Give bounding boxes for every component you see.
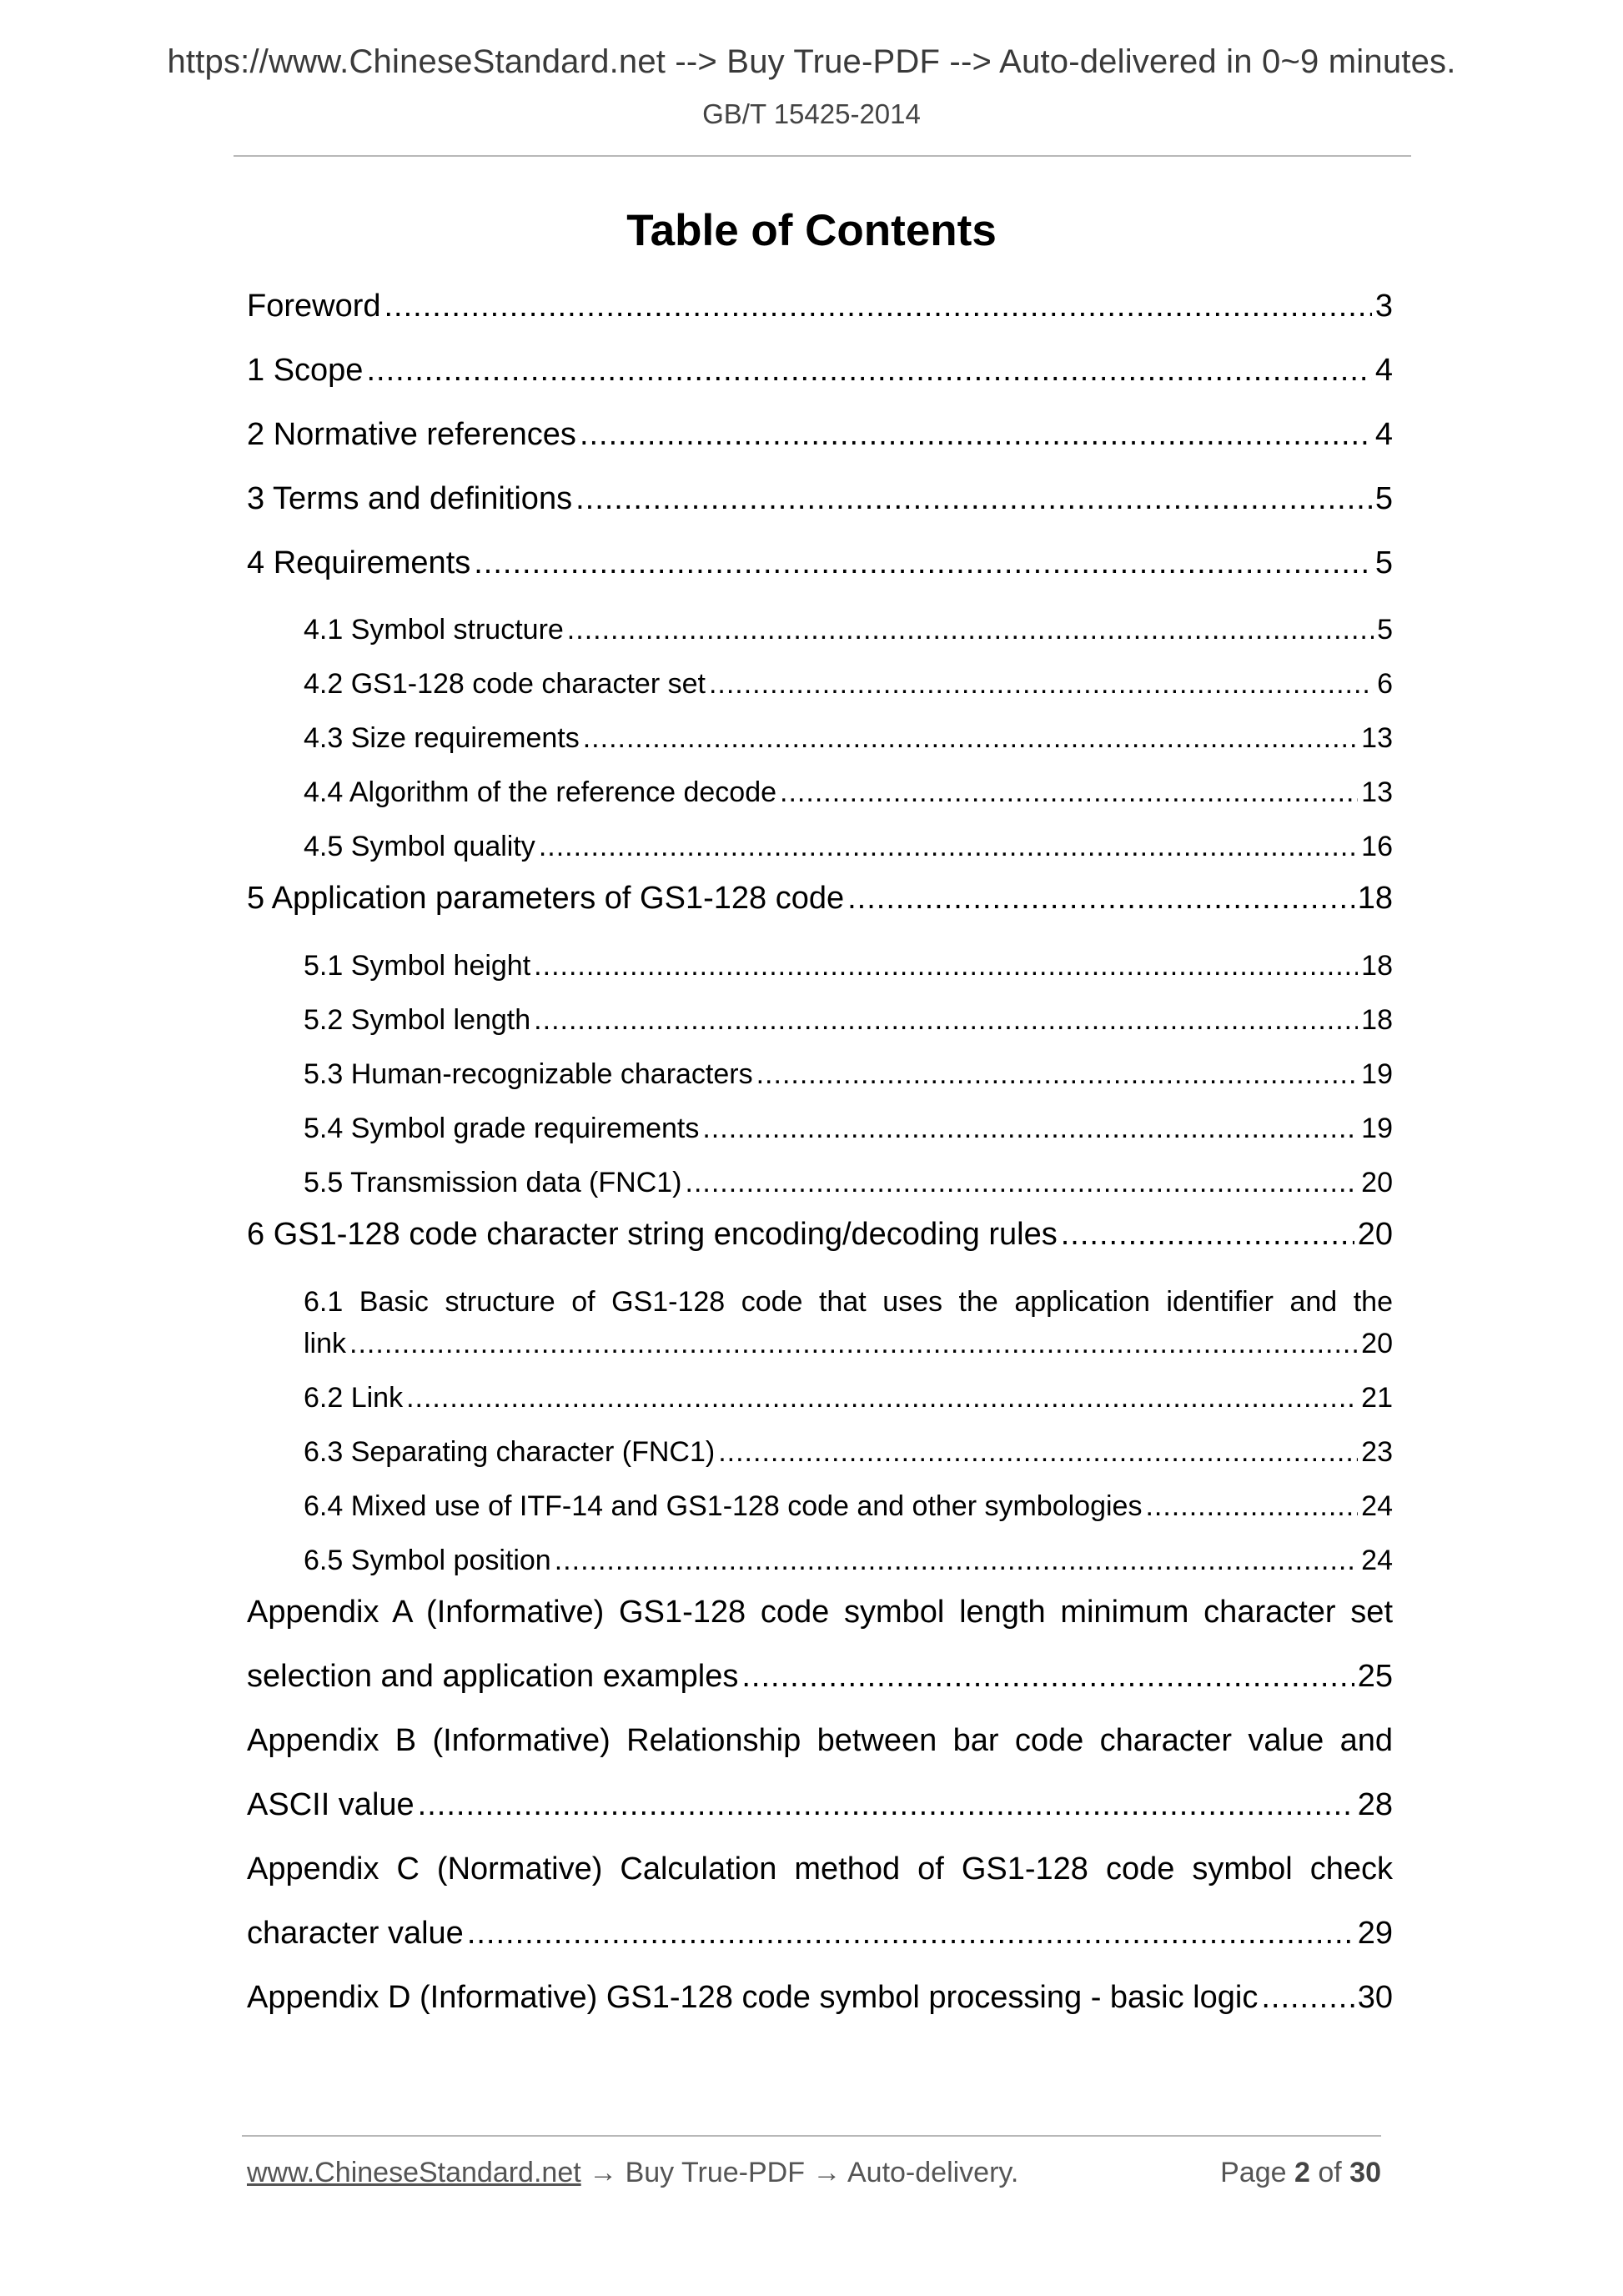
leader-dots: [686, 1167, 1359, 1199]
toc-page-number: 28: [1357, 1787, 1393, 1822]
toc-page-number: 4: [1374, 417, 1393, 452]
toc-entry-appendix-c-line1[interactable]: Appendix C (Normative) Calculation method of GS1-128 code symbol check: [247, 1851, 1393, 1887]
toc-entry-label: 6.3 Separating character (FNC1): [304, 1436, 716, 1468]
leader-dots: [366, 353, 1371, 389]
leader-dots: [702, 1113, 1358, 1145]
toc-entry-label: 4.3 Size requirements: [304, 722, 580, 754]
toc-entry-label: 2 Normative references: [247, 417, 576, 452]
toc-page-number: 24: [1361, 1490, 1393, 1522]
toc-entry-label: 4.5 Symbol quality: [304, 831, 535, 862]
toc-entry-label: 5.5 Transmission data (FNC1): [304, 1167, 682, 1198]
leader-dots: [418, 1787, 1354, 1823]
toc-entry-5-2[interactable]: [304, 1004, 1393, 1037]
toc-entry-appendix-b-line1[interactable]: Appendix B (Informative) Relationship between bar code character value and: [247, 1723, 1393, 1758]
toc-page-number: 20: [1361, 1167, 1393, 1198]
toc-entry-label: 5.1 Symbol height: [304, 950, 531, 982]
leader-dots: [847, 881, 1354, 917]
toc-page-number: 25: [1357, 1659, 1393, 1694]
toc-entry-label: 6.5 Symbol position: [304, 1545, 551, 1576]
toc-entry-label: selection and application examples: [247, 1659, 739, 1694]
toc-page-number: 3: [1374, 289, 1393, 324]
toc-entry-4-1[interactable]: [304, 614, 1393, 646]
leader-dots: [575, 481, 1372, 517]
document-code: GB/T 15425-2014: [702, 98, 921, 129]
toc-entry-label: Foreword: [247, 289, 381, 324]
toc-page-number: 4: [1374, 353, 1393, 388]
toc-entry-label: 4.4 Algorithm of the reference decode: [304, 776, 777, 808]
toc-entry-appendix-b[interactable]: [247, 1787, 1393, 1823]
toc-entry-normative-references[interactable]: [247, 417, 1393, 453]
leader-dots: [580, 417, 1372, 453]
toc-entry-4-5[interactable]: [304, 831, 1393, 863]
footer-tagline: → Buy True-PDF → Auto-delivery.: [580, 2157, 1019, 2188]
toc-entry-label: character value: [247, 1916, 464, 1951]
toc-entry-label: 5 Application parameters of GS1-128 code: [247, 881, 845, 916]
toc-entry-label: 4.1 Symbol structure: [304, 614, 564, 646]
toc-entry-label: link: [304, 1328, 347, 1359]
leader-dots: [567, 614, 1374, 646]
toc-entry-6-4[interactable]: [304, 1490, 1393, 1523]
toc-entry-5-1[interactable]: [304, 950, 1393, 982]
toc-entry-appendix-c[interactable]: [247, 1916, 1393, 1952]
toc-page-number: 6: [1377, 668, 1393, 700]
toc-page-number: 29: [1357, 1916, 1393, 1951]
toc-entry-label: Appendix D (Informative) GS1-128 code symbol processing - basic logic: [247, 1980, 1259, 2015]
toc-page-number: 5: [1377, 614, 1393, 646]
toc-entry-label: 6 GS1-128 code character string encoding/decoding rules: [247, 1217, 1058, 1252]
leader-dots: [467, 1916, 1354, 1952]
toc-entry-appendix-d[interactable]: [247, 1980, 1393, 2016]
page-of: of: [1309, 2157, 1350, 2188]
toc-entry-5-5[interactable]: [304, 1167, 1393, 1199]
toc-entry-label: 4 Requirements: [247, 545, 471, 580]
leader-dots: [539, 831, 1358, 863]
leader-dots: [534, 950, 1358, 982]
toc-page-number: 5: [1374, 481, 1393, 516]
toc-entry-foreword[interactable]: [247, 289, 1393, 324]
leader-dots: [1145, 1490, 1358, 1523]
toc-entry-requirements[interactable]: [247, 545, 1393, 581]
toc-page-number: 13: [1361, 776, 1393, 808]
toc-entry-application-parameters[interactable]: [247, 881, 1393, 917]
leader-dots: [384, 289, 1372, 324]
toc-entry-terms-definitions[interactable]: [247, 481, 1393, 517]
page-prefix: Page: [1220, 2157, 1294, 2188]
leader-dots: [534, 1004, 1358, 1037]
toc-entry-4-2[interactable]: [304, 668, 1393, 701]
toc-entry-label: 1 Scope: [247, 353, 364, 388]
toc-page-number: 19: [1361, 1113, 1393, 1144]
page-current: 2: [1294, 2157, 1310, 2188]
toc-page-number: 21: [1361, 1382, 1393, 1414]
toc-page-number: 30: [1357, 1980, 1393, 2015]
toc-page-number: 23: [1361, 1436, 1393, 1468]
toc-page-number: 19: [1361, 1058, 1393, 1090]
toc-entry-6-3[interactable]: [304, 1436, 1393, 1469]
toc-entry-6-1[interactable]: [304, 1328, 1393, 1360]
toc-page-number: 13: [1361, 722, 1393, 754]
toc-entry-label: 4.2 GS1-128 code character set: [304, 668, 706, 700]
toc-entry-label: 5.2 Symbol length: [304, 1004, 531, 1036]
toc-page-number: 24: [1361, 1545, 1393, 1576]
footer-left: [247, 2157, 1018, 2189]
toc-entry-appendix-a[interactable]: [247, 1659, 1393, 1695]
toc-page-number: 18: [1361, 1004, 1393, 1036]
toc-entry-4-4[interactable]: [304, 776, 1393, 809]
leader-dots: [583, 722, 1358, 755]
header-banner[interactable]: https://www.ChineseStandard.net --> Buy True-PDF --> Auto-delivered in 0~9 minutes.: [167, 43, 1456, 80]
toc-page-number: 18: [1361, 950, 1393, 982]
leader-dots: [756, 1058, 1359, 1091]
toc-entry-appendix-a-line1[interactable]: Appendix A (Informative) GS1-128 code symbol length minimum character set: [247, 1595, 1393, 1630]
leader-dots: [741, 1659, 1354, 1695]
toc-page-number: 20: [1361, 1328, 1393, 1359]
toc-page-number: 20: [1357, 1217, 1393, 1252]
leader-dots: [780, 776, 1358, 809]
header-divider: [234, 155, 1411, 157]
page-footer: [247, 2157, 1381, 2189]
toc-entry-label: ASCII value: [247, 1787, 415, 1822]
toc-entry-label: 6.2 Link: [304, 1382, 404, 1414]
toc-entry-label: 3 Terms and definitions: [247, 481, 573, 516]
toc-entry-label: 6.4 Mixed use of ITF-14 and GS1-128 code and other symbologies: [304, 1490, 1143, 1522]
leader-dots: [406, 1382, 1358, 1414]
footer-page-indicator: [1220, 2157, 1381, 2189]
leader-dots: [1061, 1217, 1354, 1253]
leader-dots: [718, 1436, 1358, 1469]
toc-entry-5-3[interactable]: [304, 1058, 1393, 1091]
toc-entry-6-1-line1[interactable]: 6.1 Basic structure of GS1-128 code that uses the application identifier and the: [304, 1286, 1393, 1318]
toc-entry-encoding-rules[interactable]: [247, 1217, 1393, 1253]
toc-entry-scope[interactable]: [247, 353, 1393, 389]
page-total: 30: [1349, 2157, 1381, 2188]
toc-entry-4-3[interactable]: [304, 722, 1393, 755]
leader-dots: [349, 1328, 1358, 1360]
toc-entry-label: 5.4 Symbol grade requirements: [304, 1113, 700, 1144]
toc-page-number: 16: [1361, 831, 1393, 862]
leader-dots: [555, 1545, 1358, 1577]
toc-entry-label: 5.3 Human-recognizable characters: [304, 1058, 753, 1090]
leader-dots: [474, 545, 1372, 581]
leader-dots: [1261, 1980, 1354, 2016]
page-title: Table of Contents: [626, 206, 997, 255]
toc-entry-6-5[interactable]: [304, 1545, 1393, 1577]
footer-site-link[interactable]: www.ChineseStandard.net: [247, 2157, 581, 2188]
leader-dots: [709, 668, 1374, 701]
toc-page-number: 18: [1357, 881, 1393, 916]
toc-page-number: 5: [1374, 545, 1393, 580]
toc-entry-5-4[interactable]: [304, 1113, 1393, 1145]
footer-divider: [242, 2135, 1381, 2137]
toc-entry-6-2[interactable]: [304, 1382, 1393, 1414]
